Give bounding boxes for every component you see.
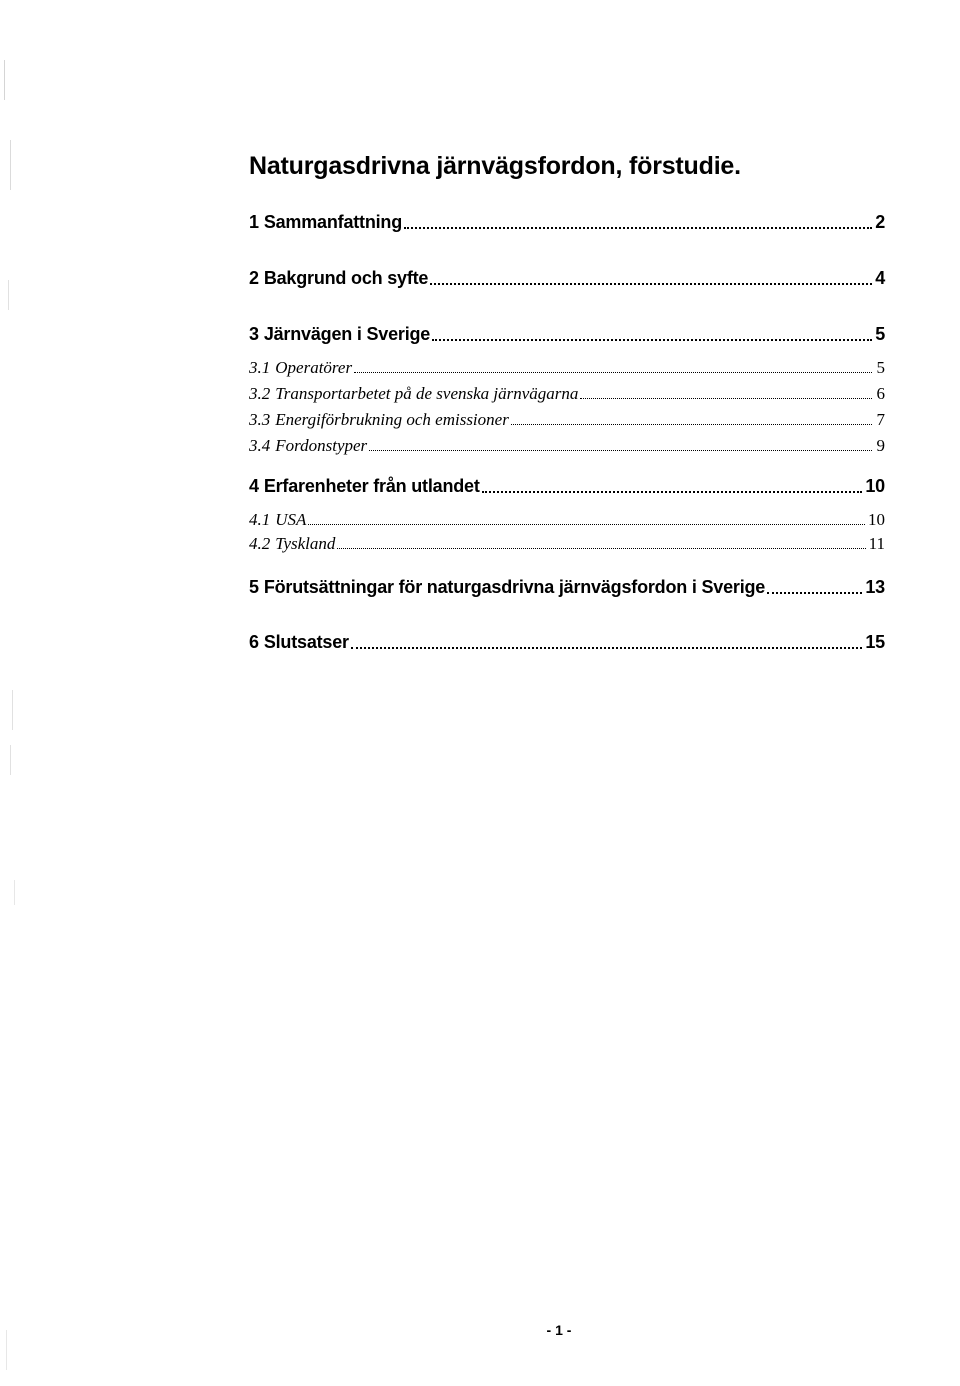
toc-leader-dots <box>430 283 872 285</box>
toc-entry-3-4[interactable] <box>249 436 885 456</box>
scan-artifact <box>4 60 5 100</box>
toc-number: 2 <box>249 268 259 288</box>
toc-number: 4 <box>249 476 259 496</box>
toc-page-number: 10 <box>865 476 885 496</box>
toc-number: 3.4 <box>249 436 271 455</box>
toc-title: USA <box>275 510 307 529</box>
toc-leader-dots <box>404 227 872 229</box>
scan-artifact <box>8 280 9 310</box>
toc-entry-4[interactable] <box>249 476 885 497</box>
toc-page-number: 11 <box>868 534 885 553</box>
toc-title: Järnvägen i Sverige <box>263 324 431 344</box>
toc-title: Transportarbetet på de svenska järnvägarna <box>275 384 579 403</box>
toc-number: 3.3 <box>249 410 271 429</box>
toc-page-number: 10 <box>868 510 885 529</box>
toc-title: Operatörer <box>275 358 353 377</box>
toc-title: Sammanfattning <box>263 212 403 232</box>
toc-leader-dots <box>351 647 863 649</box>
toc-number: 3 <box>249 324 259 344</box>
scan-artifact <box>6 1330 7 1370</box>
toc-entry-3-2[interactable] <box>249 384 885 404</box>
page-title: Naturgasdrivna järnvägsfordon, förstudie. <box>249 152 741 180</box>
scan-artifact <box>10 745 11 775</box>
toc-page-number: 6 <box>876 384 885 403</box>
toc-leader-dots <box>511 424 872 425</box>
toc-page-number: 13 <box>865 577 885 597</box>
toc-leader-dots <box>432 339 872 341</box>
toc-leader-dots <box>482 491 863 493</box>
toc-number: 3.1 <box>249 358 271 377</box>
toc-number: 5 <box>249 577 259 597</box>
toc-number: 4.1 <box>249 510 271 529</box>
toc-leader-dots <box>337 548 865 549</box>
toc-entry-4-2[interactable] <box>249 534 885 554</box>
toc-entry-1[interactable] <box>249 212 885 233</box>
toc-leader-dots <box>580 398 872 399</box>
toc-title: Energiförbrukning och emissioner <box>275 410 509 429</box>
toc-number: 6 <box>249 632 259 652</box>
toc-page-number: 4 <box>875 268 885 288</box>
toc-page-number: 5 <box>876 358 885 377</box>
toc-entry-5[interactable] <box>249 577 885 598</box>
toc-number: 4.2 <box>249 534 271 553</box>
toc-title: Slutsatser <box>263 632 349 652</box>
scan-artifact <box>12 690 13 730</box>
toc-number: 1 <box>249 212 259 232</box>
toc-page-number: 7 <box>876 410 885 429</box>
toc-number: 3.2 <box>249 384 271 403</box>
toc-leader-dots <box>354 372 872 373</box>
page-number: - 1 - <box>546 1322 572 1338</box>
toc-entry-4-1[interactable] <box>249 510 885 530</box>
scan-artifact <box>14 880 15 905</box>
toc-title: Förutsättningar för naturgasdrivna järnvägsfordon i Sverige <box>263 577 766 597</box>
toc-entry-3[interactable] <box>249 324 885 345</box>
toc-entry-3-1[interactable] <box>249 358 885 378</box>
toc-entry-6[interactable] <box>249 632 885 653</box>
toc-page-number: 9 <box>876 436 885 455</box>
toc-leader-dots <box>369 450 872 451</box>
scan-artifact <box>10 140 11 190</box>
toc-title: Tyskland <box>275 534 336 553</box>
toc-page-number: 15 <box>865 632 885 652</box>
toc-entry-3-3[interactable] <box>249 410 885 430</box>
table-of-contents <box>249 0 885 1386</box>
toc-page-number: 5 <box>875 324 885 344</box>
toc-title: Fordonstyper <box>275 436 368 455</box>
toc-title: Bakgrund och syfte <box>263 268 429 288</box>
toc-page-number: 2 <box>875 212 885 232</box>
toc-leader-dots <box>767 592 862 594</box>
toc-entry-2[interactable] <box>249 268 885 289</box>
toc-title: Erfarenheter från utlandet <box>263 476 480 496</box>
toc-leader-dots <box>308 524 865 525</box>
